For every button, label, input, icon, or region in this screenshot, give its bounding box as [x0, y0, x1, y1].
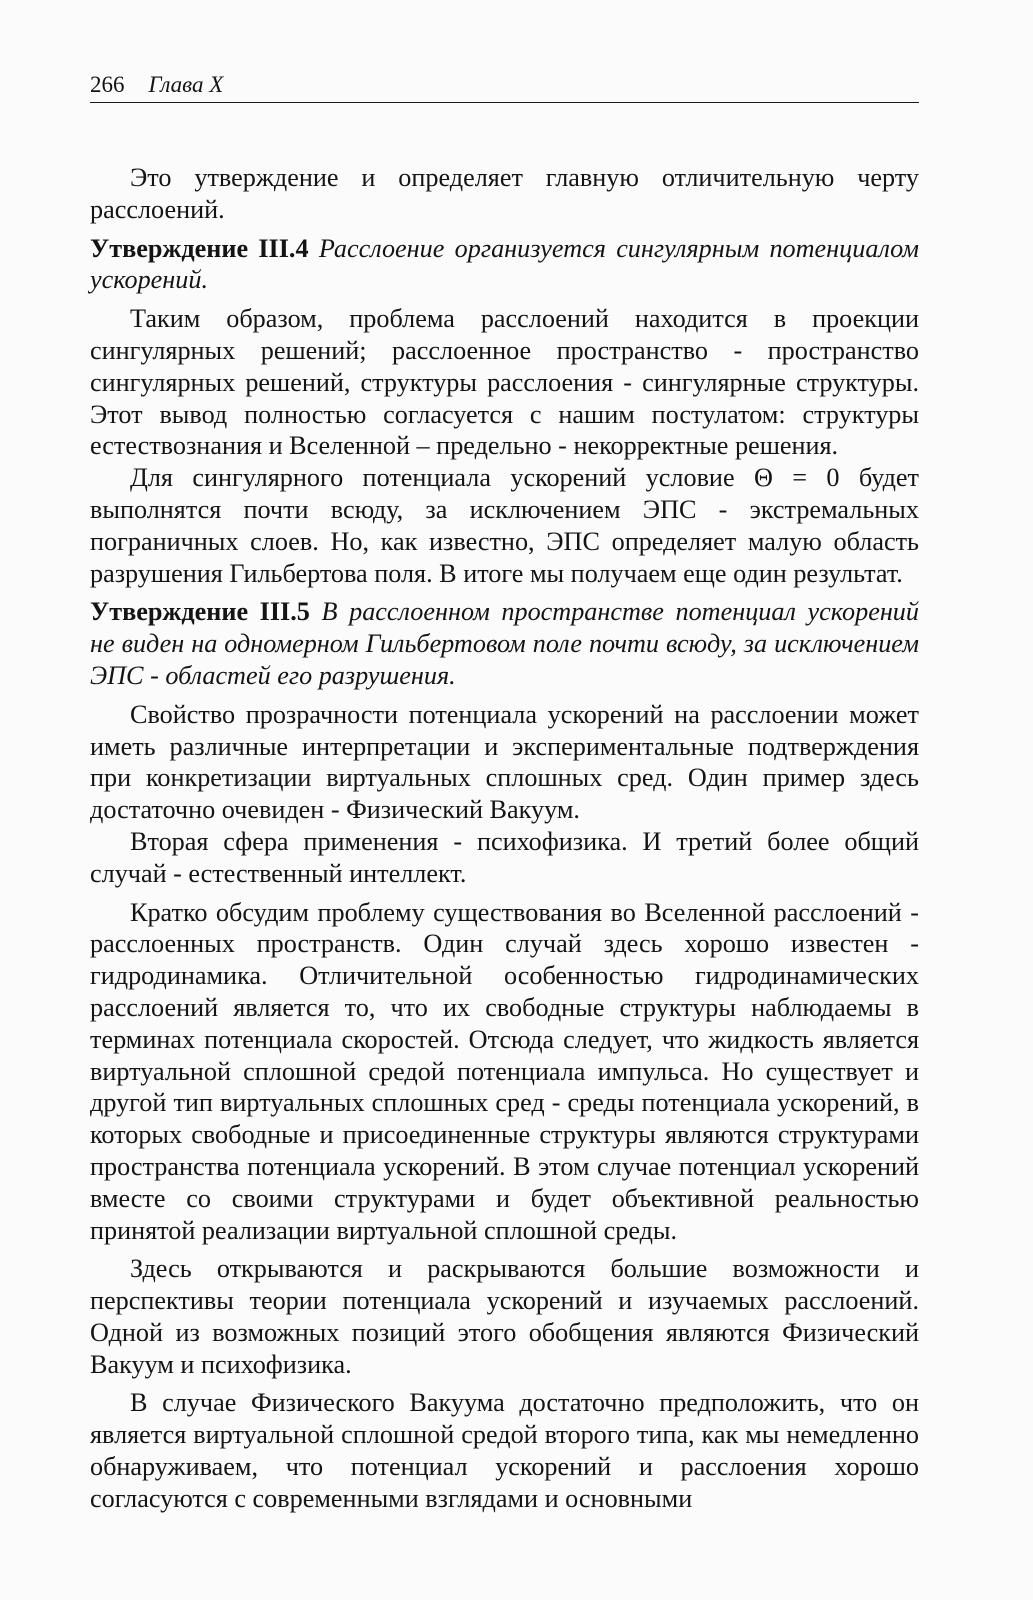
- paragraph: Таким образом, проблема расслоений находится в проекции сингулярных решений; расслоенное пространство - пространство сингулярных решений, структуры расслоения - сингулярные структуры. Этот вывод полностью согласуется с нашим постулатом: структуры естествознания и Вселенной – предельно - некорректные решения.: [90, 304, 919, 461]
- statement-text: Расслоение организуется сингулярным потенциалом ускорений.: [90, 233, 919, 295]
- paragraph: Вторая сфера применения - психофизика. И третий более общий случай - естественный интеллект.: [90, 826, 919, 888]
- paragraph: Для сингулярного потенциала ускорений условие Θ = 0 будет выполнятся почти всюду, за исключением ЭПС - экстремальных пограничных слоев. Но, как известно, ЭПС определяет малую область разрушения Гильбертова поля. В итоге мы получаем еще один результат.: [90, 463, 919, 588]
- statement: [90, 596, 919, 691]
- statement: [90, 233, 919, 297]
- statement-text: В расслоенном пространстве потенциал ускорений не виден на одномерном Гильбертовом поле почти всюду, за исключением ЭПС - областей его разрушения.: [90, 597, 919, 690]
- paragraph: Здесь открываются и раскрываются большие возможности и перспективы теории потенциала ускорений и изучаемых расслоений. Одной из возможных позиций этого обобщения являются Физический Вакуум и психофизика.: [90, 1254, 919, 1379]
- statement-label: Утверждение III.4: [90, 233, 309, 263]
- paragraph: Кратко обсудим проблему существования во Вселенной расслоений - расслоенных пространств. Один случай здесь хорошо известен - гидродинамика. Отличительной особенностью гидродинамических расслоений является то, что их свободные структуры наблюдаемы в терминах потенциала скоростей. Отсюда следует, что жидкость является виртуальной сплошной средой потенциала импульса. Но существует и другой тип виртуальных сплошных сред - среды потенциала ускорений, в которых свободные и присоединенные структуры являются структурами пространства потенциала ускорений. В этом случае потенциал ускорений вместе со своими структурами и будет объективной реальностью принятой реализации виртуальной сплошной среды.: [90, 897, 919, 1245]
- running-header: [90, 70, 919, 103]
- paragraph: Это утверждение и определяет главную отличительную черту расслоений.: [90, 163, 919, 224]
- statement-label: Утверждение III.5: [90, 597, 310, 627]
- chapter-title: Глава X: [148, 72, 224, 97]
- paragraph: В случае Физического Вакуума достаточно предположить, что он является виртуальной сплошной средой второго типа, как мы немедленно обнаруживаем, что потенциал ускорений и расслоения хорошо согласуются с современными взглядами и основными: [90, 1388, 919, 1513]
- paragraph: Свойство прозрачности потенциала ускорений на расслоении может иметь различные интерпретации и экспериментальные подтверждения при конкретизации виртуальных сплошных сред. Один пример здесь достаточно очевиден - Физический Вакуум.: [90, 699, 919, 825]
- page-body: [90, 162, 919, 1515]
- page-number: 266: [90, 72, 125, 97]
